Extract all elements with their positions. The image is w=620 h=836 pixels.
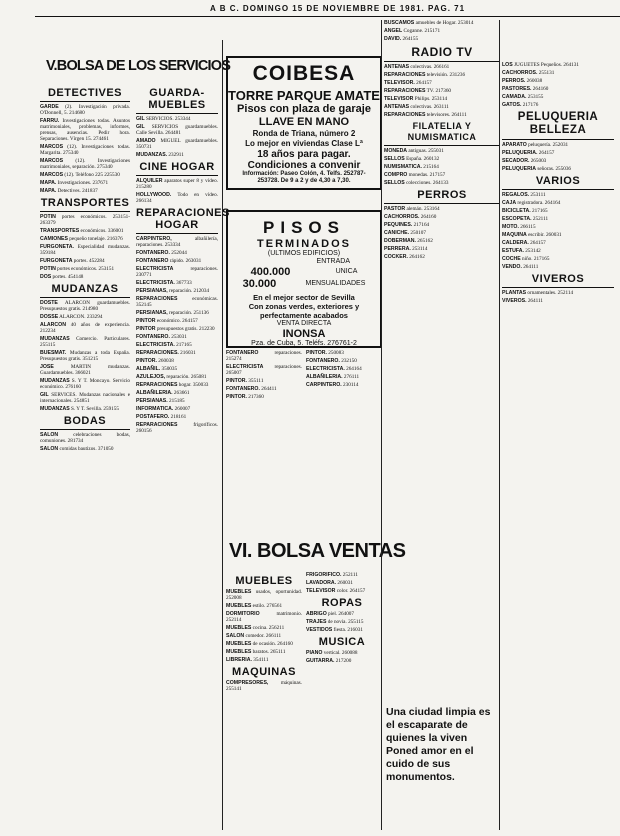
pisos-mens-label: MENSUALIDADES — [305, 280, 366, 287]
classified-ad: ALBAÑILERIA. 276111 — [306, 374, 360, 380]
classified-ad: MUEBLES baratos. 265111 — [226, 649, 286, 655]
reparaciones-heading: REPARACIONES HOGAR — [136, 207, 230, 231]
classified-ad: PINTOR. 250083 — [306, 350, 344, 356]
classified-ad: CANICHE. 250107 — [384, 230, 426, 236]
classified-ad: ESCOPETA. 252111 — [502, 216, 549, 222]
coibesa-line-7: Información: Paseo Colón, 4. Telfs. 252787-253728. De 9 a 2 y de 4,30 a 7,30. — [242, 171, 366, 184]
classified-ad: ANGEL Coganne. 215171 — [384, 28, 441, 34]
transportes-heading: TRANSPORTES — [40, 197, 130, 209]
classified-ad: PERROS. 260038 — [502, 78, 543, 84]
reparaciones-list — [136, 236, 218, 434]
filatelia-list — [384, 148, 500, 186]
coibesa-line-2: LLAVE EN MANO — [258, 116, 350, 128]
guardamuebles-list — [136, 116, 218, 158]
column-1 — [40, 40, 231, 830]
column-4-top-list — [384, 20, 500, 42]
maquinas-heading: MAQUINAS — [232, 666, 296, 678]
classified-ad: DAVID. 264155 — [384, 36, 419, 42]
classified-ad: FRIGORIFICO. 252111 — [306, 572, 358, 578]
classified-ad: NUMISMATICA. 215164 — [384, 164, 439, 170]
classified-ad: ELECTRICISTA reparaciones. 265007 — [226, 364, 302, 376]
classified-ad: MUDANZAS Comercio. Particulares. 255115 — [40, 336, 130, 348]
pisos-line-3: VENTA DIRECTA — [276, 320, 332, 327]
pisos-sub-2: (ULTIMOS EDIFICIOS) — [267, 250, 341, 257]
coibesa-title: TORRE PARQUE AMATE — [228, 88, 380, 103]
classified-ad: COCKER. 264162 — [384, 254, 425, 260]
classified-ad: MUDANZAS S. Y T. Sevilla. 259155 — [40, 406, 119, 412]
electro-list — [306, 572, 378, 594]
classified-ad: COCHE niño. 217165 — [502, 256, 550, 262]
classified-ad: TRAJES de novia. 255115 — [306, 619, 364, 625]
coibesa-name: COIBESA — [252, 62, 356, 85]
column-rule — [222, 40, 223, 830]
classified-ad: TELEVISOR. 264157 — [384, 80, 432, 86]
maquinas-list — [226, 680, 302, 692]
column-5 — [502, 62, 614, 832]
ventas-column-a — [226, 572, 302, 828]
classified-ad: LAVADORA. 260031 — [306, 580, 353, 586]
ventas-column-b — [306, 572, 378, 828]
classified-ad: PINTOR. 217360 — [226, 394, 264, 400]
coibesa-line-4: Lo mejor en viviendas Clase Lª — [245, 139, 363, 148]
pisos-entrada-value: 400.000 — [250, 266, 291, 278]
classified-ad: FONTANERO. 253031 — [136, 334, 187, 340]
classified-ad: FONTANERO. 252044 — [136, 250, 187, 256]
page-header: A B C. DOMINGO 15 DE NOVIEMBRE DE 1981. PAG. 71 — [210, 4, 466, 13]
coibesa-line-5: 18 años para pagar. — [257, 149, 351, 160]
classified-ad: REGALOS. 253111 — [502, 192, 546, 198]
classified-ad: ELECTRICISTA. 367733 — [136, 280, 192, 286]
radio-tv-heading: RADIO TV — [411, 45, 473, 59]
classified-ad: INFORMATICA. 260007 — [136, 406, 191, 412]
classified-ad: PERSIANAS, reparación. 212034 — [136, 288, 210, 294]
classified-ad: FONTANERO. 232150 — [306, 358, 357, 364]
pisos-line-2: Con zonas verdes, exteriores y perfectamente acabados — [248, 302, 360, 320]
classified-ad: REPARACIONES económicas. 352145 — [136, 296, 218, 308]
cine-hogar-list — [136, 178, 218, 204]
classified-ad: CARPINTERO. 230114 — [306, 382, 359, 388]
classified-ad: FONTANERO reparaciones. 215274 — [226, 350, 302, 362]
classified-ad: REPARACIONES hogar. 350033 — [136, 382, 209, 388]
classified-ad: ESTUFA. 253142 — [502, 248, 541, 254]
column-rule — [381, 20, 382, 830]
classified-ad: VENDO. 264111 — [502, 264, 539, 270]
classified-ad: PLANTAS ornamentales. 252114 — [502, 290, 574, 296]
classified-ad: BUESMAT. Mudanzas a toda España. Presupuestos gratis. 351215 — [40, 350, 130, 362]
classified-ad: DOSTE ALARCON guardamuebles. Presupuestos gratis. 214980 — [40, 300, 130, 312]
ropas-list — [306, 611, 378, 633]
classified-ad: PERSIANAS. 215185 — [136, 398, 185, 404]
classified-ad: SELLOS España. 260132 — [384, 156, 440, 162]
classified-ad: CALDERA. 264157 — [502, 240, 546, 246]
radio-tv-list — [384, 64, 500, 118]
classified-ad: MARCOS (12). Teléfono 225 225530 — [40, 172, 120, 178]
classified-ad: DOS portes. 454148 — [40, 274, 84, 280]
cine-hogar-heading: CINE HOGAR — [139, 161, 215, 173]
classified-ad: PELUQUERIA. 264157 — [502, 150, 555, 156]
classified-ad: GIL SERVICIOS guardamuebles. Calle Sevilla. 264481 — [136, 124, 218, 136]
classified-ad: POTIN portes económicos. 253151 — [40, 266, 115, 272]
classified-ad: DOBERMAN. 265162 — [384, 238, 433, 244]
classified-ad: MARCOS (12). Investigaciones matrimoniales, separación. 275340 — [40, 158, 130, 170]
viveros-list — [502, 290, 614, 304]
classified-ad: SECADOR. 265003 — [502, 158, 547, 164]
filatelia-heading: FILATELIA Y NUMISMATICA — [407, 121, 477, 142]
classified-ad: BUSCAMOS amuebles de Hogar. 253014 — [384, 20, 474, 26]
bodas-list — [40, 432, 130, 452]
classified-ad: MUEBLES estilo. 276561 — [226, 603, 283, 609]
classified-ad: FONTANERO. 264411 — [226, 386, 277, 392]
guardamuebles-heading: GUARDA-MUEBLES — [148, 87, 206, 111]
classified-ad: ANTENAS colectivas. 266161 — [384, 64, 450, 70]
varios-list — [502, 192, 614, 270]
pisos-unica: UNICA — [335, 268, 358, 275]
classified-ad: CARPINTERO, albañilería, reparaciones. 253334 — [136, 236, 218, 248]
viveros-heading: VIVEROS — [531, 273, 585, 285]
classified-ad: VESTIDOS fiesta. 216031 — [306, 627, 363, 633]
ciudad-line-2: Poned amor en el cuido de sus monumentos. — [386, 745, 474, 783]
classified-ad: GUITARRA. 217200 — [306, 658, 352, 664]
classified-ad: CACHORROS. 264160 — [384, 214, 437, 220]
ventas-banner: VI. BOLSA VENTAS — [229, 540, 406, 562]
classified-ad: ELECTRICISTA. 217165 — [136, 342, 192, 348]
classified-ad: ALARCON 40 años de experiencia. 212234 — [40, 322, 130, 334]
classified-ad: SALON celebraciones bodas, comuniones. 281734 — [40, 432, 130, 444]
classified-ad: GIL SERVICES. Mudanzas nacionales e internacionales. 254851 — [40, 392, 130, 404]
musica-list — [306, 650, 378, 664]
mudanzas-list — [40, 300, 130, 412]
classified-ad: BICICLETA. 217165 — [502, 208, 548, 214]
ciudad-line-1: Una ciudad limpia es el escaparate de quienes la viven — [386, 706, 491, 744]
pisos-sub: TERMINADOS — [257, 238, 351, 250]
coibesa-line-6: Condiciones a convenir — [247, 160, 361, 171]
classified-ad: REPARACIONES. 216031 — [136, 350, 196, 356]
classified-ad: GIL SERVICIOS. 253344 — [136, 116, 191, 122]
varios-heading: VARIOS — [535, 175, 581, 187]
pisos-line-1: En el mejor sector de Sevilla — [253, 293, 355, 302]
muebles-heading: MUEBLES — [235, 575, 293, 587]
classified-ad: PINTOR presupuestos gratis. 212230 — [136, 326, 215, 332]
peluqueria-heading: PELUQUERIA BELLEZA — [517, 111, 599, 136]
classified-ad: HOLLYWOOD. Todo en vídeo. 266134 — [136, 192, 218, 204]
classified-ad: TELEVISOR color. 264157 — [306, 588, 366, 594]
middle-column-a — [226, 350, 302, 530]
classified-ad: REPARACIONES televisores. 264111 — [384, 112, 467, 118]
classified-ad: PINTOR. 260038 — [136, 358, 174, 364]
classified-ad: COMPRO monedas. 217157 — [384, 172, 446, 178]
classified-ad: SELLOS colecciones. 264133 — [384, 180, 449, 186]
classified-ad: SALON comedor. 266111 — [226, 633, 282, 639]
classified-ad: PASTORES. 264160 — [502, 86, 549, 92]
classified-ad: ELECTRICISTA. 264164 — [306, 366, 362, 372]
musica-heading: MUSICA — [318, 636, 366, 648]
pisos-mens-value: 30.000 — [242, 278, 277, 290]
classified-ad: PEQUINES. 217164 — [384, 222, 430, 228]
classified-ad: ANTENAS colectivas. 263111 — [384, 104, 449, 110]
classified-ad: ALBAÑILERIA. 263661 — [136, 390, 190, 396]
classified-ad: DORMITORIO matrimonio. 252114 — [226, 611, 302, 623]
detectives-list — [40, 104, 130, 194]
classified-ad: VIVEROS. 264111 — [502, 298, 543, 304]
coibesa-line-3: Ronda de Triana, número 2 — [252, 129, 356, 138]
classified-ad: PERRERA. 253114 — [384, 246, 428, 252]
classified-ad: PINTOR. 355111 — [226, 378, 264, 384]
pisos-ad — [226, 210, 382, 348]
perros-heading: PERROS — [417, 189, 467, 201]
pisos-brand: INONSA — [282, 328, 326, 340]
classified-ad: AMADO MIGUEL guardamuebles. 350731 — [136, 138, 218, 150]
pisos-addr: Pza. de Cuba, 5. Teléfs. 276761-2 — [251, 340, 357, 347]
classified-ad: REPARACIONES televisión. 231236 — [384, 72, 466, 78]
classified-ad: GARDE (2). Investigación privada. O'Donnell, 5. 214680 — [40, 104, 130, 116]
bodas-heading: BODAS — [63, 415, 107, 427]
perros-list — [384, 206, 500, 260]
middle-list-a — [226, 350, 302, 400]
detectives-heading: DETECTIVES — [47, 87, 123, 99]
classified-ad: CAMADA. 253155 — [502, 94, 544, 100]
classified-ad: MUDANZAS S. Y T. Moncayo. Servicio económico. 276160 — [40, 378, 130, 390]
classified-ad: SALON comidas bautizos. 371050 — [40, 446, 114, 452]
classified-ad: MAPA. Detectives. 241837 — [40, 188, 98, 194]
header-rule — [35, 16, 620, 17]
column-5-top-list — [502, 62, 614, 108]
middle-list-b — [306, 350, 378, 388]
classified-ad: PIANO vertical. 260088 — [306, 650, 358, 656]
ciudad-limpia-notice — [386, 706, 498, 784]
classified-ad: FARRU. Investigaciones todas. Asuntos matrimoniales, problemas, informes, prensas, ausencias. Pedir hora. Separaciones. Vírgen 15. 274461 — [40, 118, 130, 142]
classified-ad: POSTAFERO. 218161 — [136, 414, 187, 420]
pisos-entrada-label: ENTRADA — [316, 258, 350, 265]
classified-ad: REPARACIONES TV. 217360 — [384, 88, 452, 94]
classified-ad: PELUQUERIA señoras. 255036 — [502, 166, 572, 172]
classified-ad: PINTOR económico. 264157 — [136, 318, 198, 324]
classified-ad: PERSIANAS, reparación. 251136 — [136, 310, 209, 316]
middle-column-b — [306, 350, 378, 530]
classified-ad: LIBRERIA. 354111 — [226, 657, 269, 663]
classified-ad: GATOS. 217176 — [502, 102, 539, 108]
classified-ad: MUEBLES de ocasión. 264160 — [226, 641, 293, 647]
classified-ad: ALQUILER aparatos super 8 y vídeo. 215280 — [136, 178, 218, 190]
classified-ad: FURGONETA portes. 452284 — [40, 258, 105, 264]
classified-ad: FURGONETA. Especialidad mudanzas. 359184 — [40, 244, 130, 256]
classified-ad: ABRIGO piel. 264007 — [306, 611, 354, 617]
classified-ad: CACHORROS. 255131 — [502, 70, 555, 76]
classified-ad: PASTOR alemán. 253164 — [384, 206, 440, 212]
classified-ad: MARCOS (12). Investigaciones todas. Margarita. 275340 — [40, 144, 130, 156]
classified-ad: MUEBLES cocina. 256211 — [226, 625, 285, 631]
classified-ad: COMPRESORES, máquinas. 255141 — [226, 680, 302, 692]
transportes-list — [40, 214, 130, 280]
peluqueria-list — [502, 142, 614, 172]
classified-ad: TELEVISOR Philips. 253114 — [384, 96, 448, 102]
classified-ad: AZULEJOS, reparación. 265081 — [136, 374, 207, 380]
ropas-heading: ROPAS — [321, 597, 363, 609]
classified-ad: TRANSPORTES económicos. 336001 — [40, 228, 124, 234]
servicios-banner: V.BOLSA DE LOS SERVICIOS — [46, 58, 231, 74]
muebles-list — [226, 589, 302, 663]
classified-ad: MAQUINA escribir. 260031 — [502, 232, 562, 238]
classified-ad: LOS JUGUETES Pequeños. 264131 — [502, 62, 579, 68]
coibesa-ad — [226, 56, 382, 190]
classified-ad: APARATO peluquería. 252031 — [502, 142, 569, 148]
classified-ad: MOTO. 266115 — [502, 224, 536, 230]
classified-ad: MONEDA antiguas. 255031 — [384, 148, 444, 154]
classified-ad: MAPA. Investigaciones. 237671 — [40, 180, 109, 186]
pisos-title: PISOS — [263, 218, 345, 237]
classified-ad: ALBAÑIL. 350035 — [136, 366, 178, 372]
classified-ad: CAJA registradora. 264164 — [502, 200, 561, 206]
classified-ad: REPARACIONES frigoríficos. 260156 — [136, 422, 218, 434]
classified-ad: MUEBLES usados, oportunidad. 252008 — [226, 589, 302, 601]
classified-ad: CAMIONES pequeño tonelaje. 216376 — [40, 236, 123, 242]
mudanzas-heading: MUDANZAS — [51, 283, 119, 295]
classified-ad: MUDANZAS. 232911 — [136, 152, 184, 158]
classified-ad: POTIN portes económicos. 253151-263379 — [40, 214, 130, 226]
classified-ad: DOSSE ALARCON. 233294 — [40, 314, 103, 320]
column-rule — [499, 20, 500, 830]
classified-ad: JOSE MARTIN mudanzas. Guardamuebles. 366021 — [40, 364, 130, 376]
classified-ad: ELECTRICISTA reparaciones. 230771 — [136, 266, 218, 278]
classified-ad: FONTANERO rápido. 263031 — [136, 258, 202, 264]
coibesa-line-1: Pisos con plaza de garaje — [237, 103, 371, 115]
